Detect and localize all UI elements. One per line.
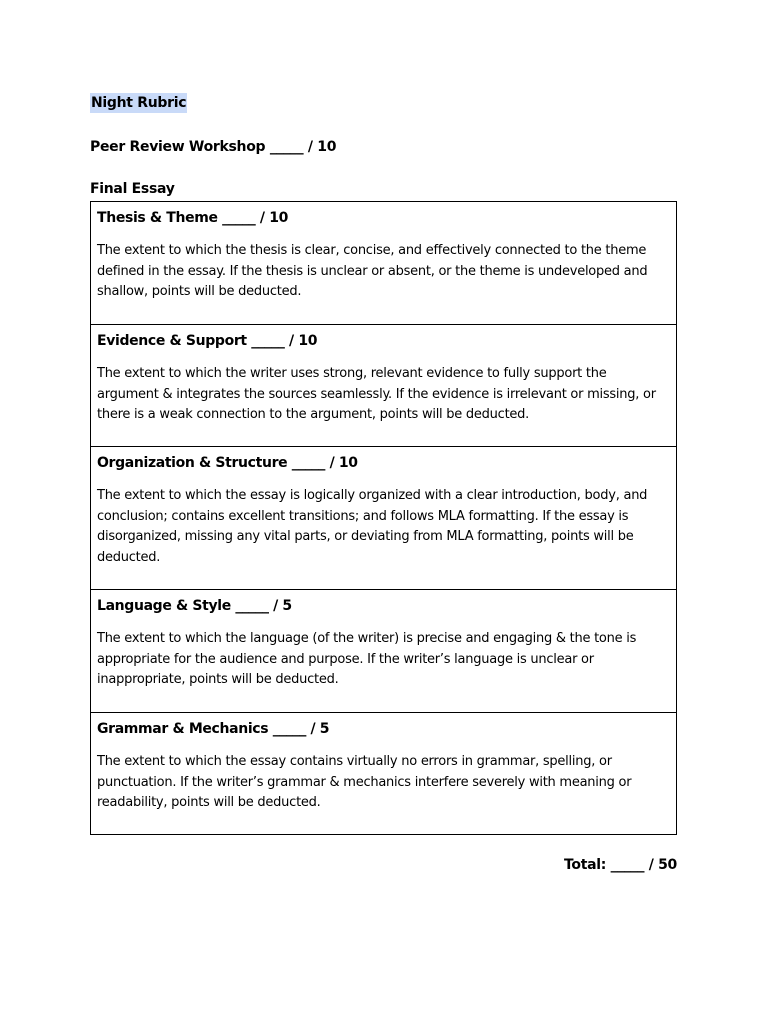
rubric-row-thesis [91, 202, 676, 325]
total-score-line: Total: _____ / 50 [564, 857, 677, 873]
rubric-criterion-description: The extent to which the language (of the writer) is precise and engaging & the tone is appropriate for the audience and purpose. If the writer’s language is unclear or inappropriate, points will be deducted. [97, 631, 637, 688]
peer-review-score-line: Peer Review Workshop _____ / 10 [90, 139, 337, 155]
rubric-criterion-heading: Grammar & Mechanics _____ / 5 [97, 721, 330, 737]
document-title: Night Rubric [91, 95, 187, 111]
rubric-row-language [91, 590, 676, 713]
final-essay-label: Final Essay [90, 181, 175, 197]
rubric-criterion-description: The extent to which the essay is logically organized with a clear introduction, body, and conclusion; contains excellent transitions; and follows MLA formatting. If the essay is disorganized, missing any vital parts, or deviating from MLA formatting, points will be deducted. [97, 488, 648, 565]
rubric-criterion-description: The extent to which the thesis is clear, concise, and effectively connected to the theme defined in the essay. If the thesis is unclear or absent, or the theme is undeveloped and shallow, points will be deducted. [97, 243, 648, 300]
rubric-criterion-description: The extent to which the writer uses strong, relevant evidence to fully support the argument & integrates the sources seamlessly. If the evidence is irrelevant or missing, or there is a weak connection to the argument, points will be deducted. [97, 366, 656, 423]
rubric-row-organization [91, 447, 676, 590]
rubric-criterion-heading: Language & Style _____ / 5 [97, 598, 292, 614]
rubric-row-evidence [91, 325, 676, 447]
rubric-row-grammar [91, 713, 676, 834]
rubric-criterion-description: The extent to which the essay contains virtually no errors in grammar, spelling, or punctuation. If the writer’s grammar & mechanics interfere severely with meaning or readability, points will be deducted. [97, 754, 632, 811]
rubric-criterion-heading: Thesis & Theme _____ / 10 [97, 210, 288, 226]
rubric-criterion-heading: Evidence & Support _____ / 10 [97, 333, 318, 349]
rubric-criterion-heading: Organization & Structure _____ / 10 [97, 455, 358, 471]
rubric-table [90, 201, 677, 835]
